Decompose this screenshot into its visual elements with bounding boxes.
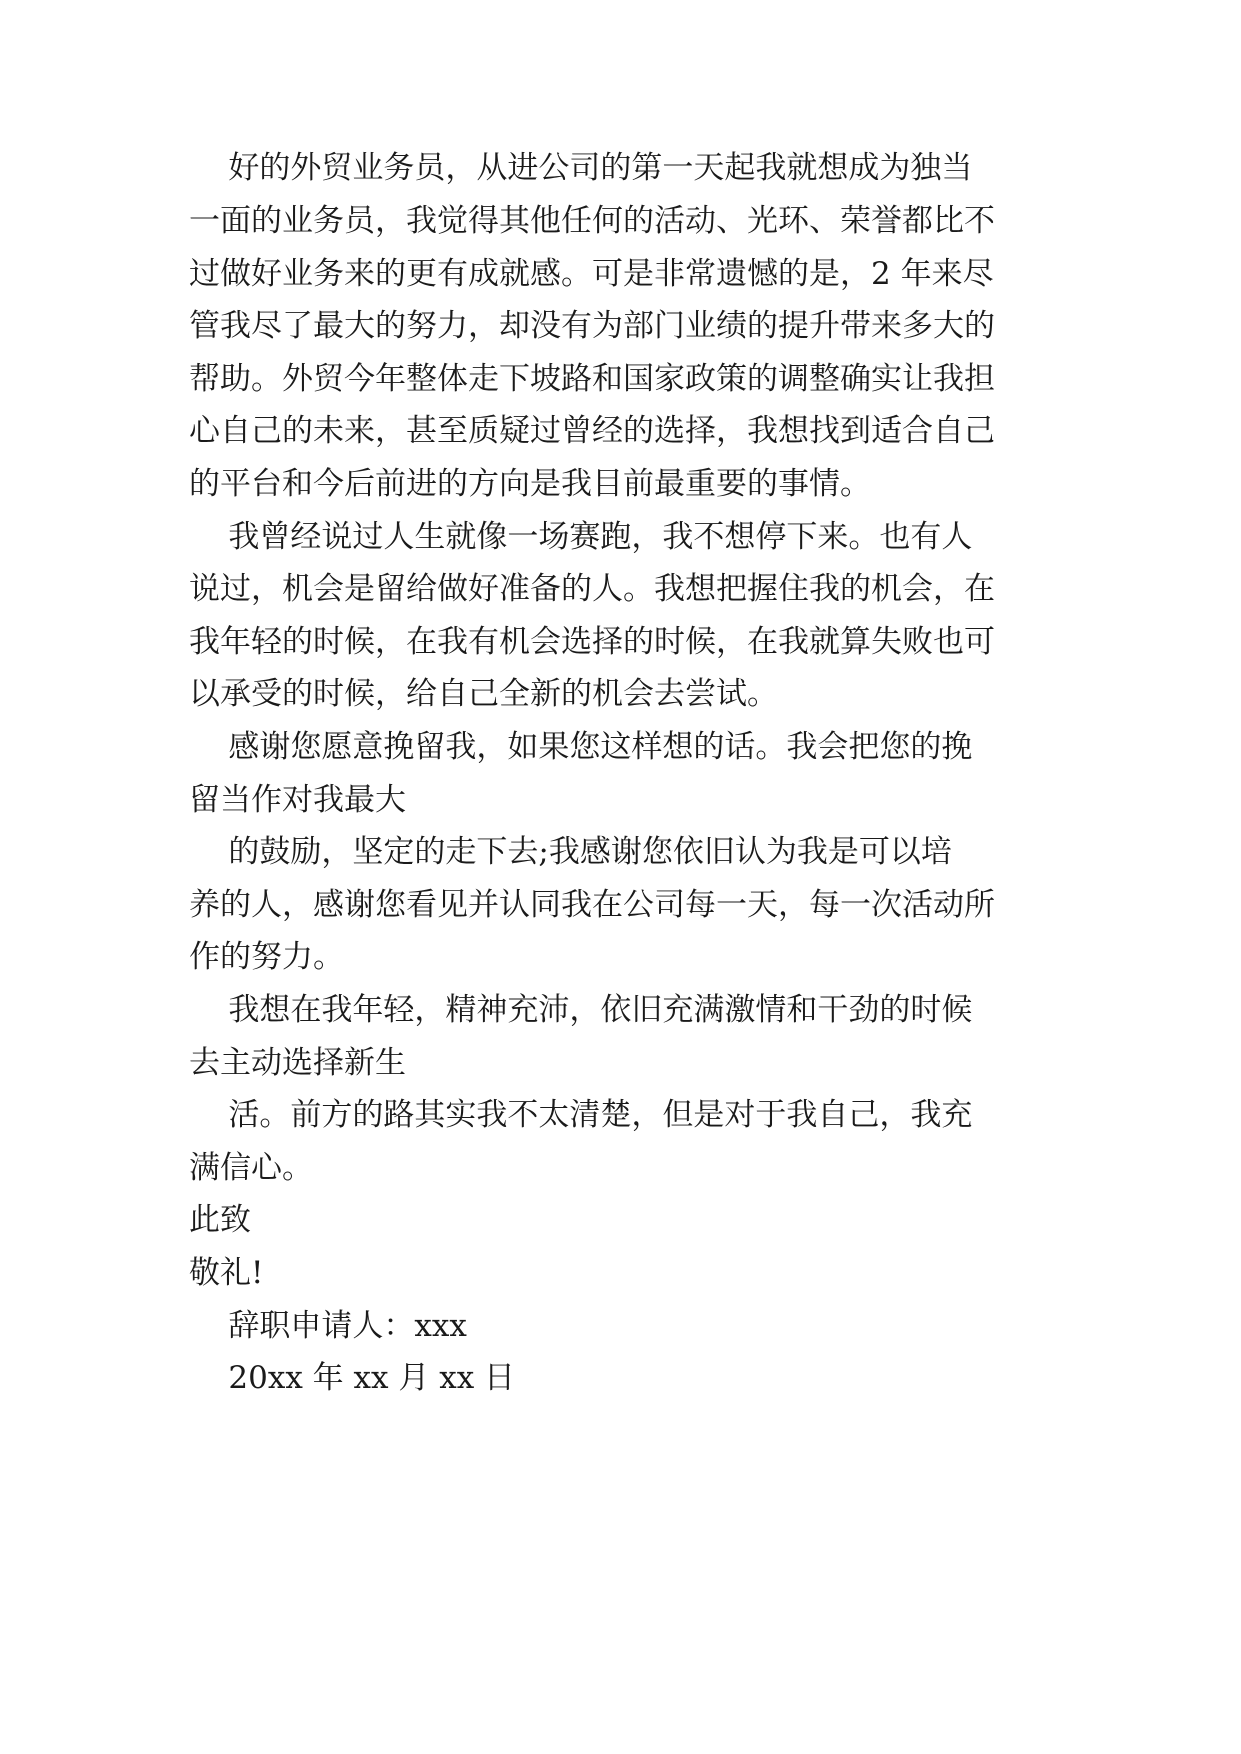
text-line: 满信心。 <box>189 1150 313 1186</box>
text-line: 以承受的时候，给自己全新的机会去尝试。 <box>189 676 778 712</box>
text-line: 留当作对我最大 <box>189 782 406 818</box>
text-line: 心自己的未来，甚至质疑过曾经的选择，我想找到适合自己 <box>189 413 995 449</box>
text-line: 我曾经说过人生就像一场赛跑，我不想停下来。也有人 <box>189 519 973 555</box>
text-line: 管我尽了最大的努力，却没有为部门业绩的提升带来多大的 <box>189 308 995 344</box>
date-line: 20xx 年 xx 月 xx 日 <box>189 1360 516 1396</box>
text-line: 活。前方的路其实我不太清楚，但是对于我自己，我充 <box>189 1097 973 1133</box>
text-line: 说过，机会是留给做好准备的人。我想把握住我的机会，在 <box>189 571 995 607</box>
text-line: 我年轻的时候，在我有机会选择的时候，在我就算失败也可 <box>189 624 995 660</box>
text-line: 过做好业务来的更有成就感。可是非常遗憾的是，2 年来尽 <box>189 256 994 292</box>
text-line: 感谢您愿意挽留我，如果您这样想的话。我会把您的挽 <box>189 729 973 765</box>
text-line: 的鼓励，坚定的走下去;我感谢您依旧认为我是可以培 <box>189 834 952 870</box>
closing-line: 此致 <box>189 1202 251 1238</box>
text-line: 帮助。外贸今年整体走下坡路和国家政策的调整确实让我担 <box>189 361 995 397</box>
text-line: 去主动选择新生 <box>189 1045 406 1081</box>
text-line: 我想在我年轻，精神充沛，依旧充满激情和干劲的时候 <box>189 992 973 1028</box>
text-line: 好的外贸业务员，从进公司的第一天起我就想成为独当 <box>189 150 973 186</box>
text-line: 的平台和今后前进的方向是我目前最重要的事情。 <box>189 466 871 502</box>
salutation-line: 敬礼! <box>189 1255 264 1291</box>
text-line: 养的人，感谢您看见并认同我在公司每一天，每一次活动所 <box>189 887 995 923</box>
text-line: 作的努力。 <box>189 939 344 975</box>
text-line: 一面的业务员，我觉得其他任何的活动、光环、荣誉都比不 <box>189 203 995 239</box>
signature-line: 辞职申请人：xxx <box>189 1308 467 1344</box>
